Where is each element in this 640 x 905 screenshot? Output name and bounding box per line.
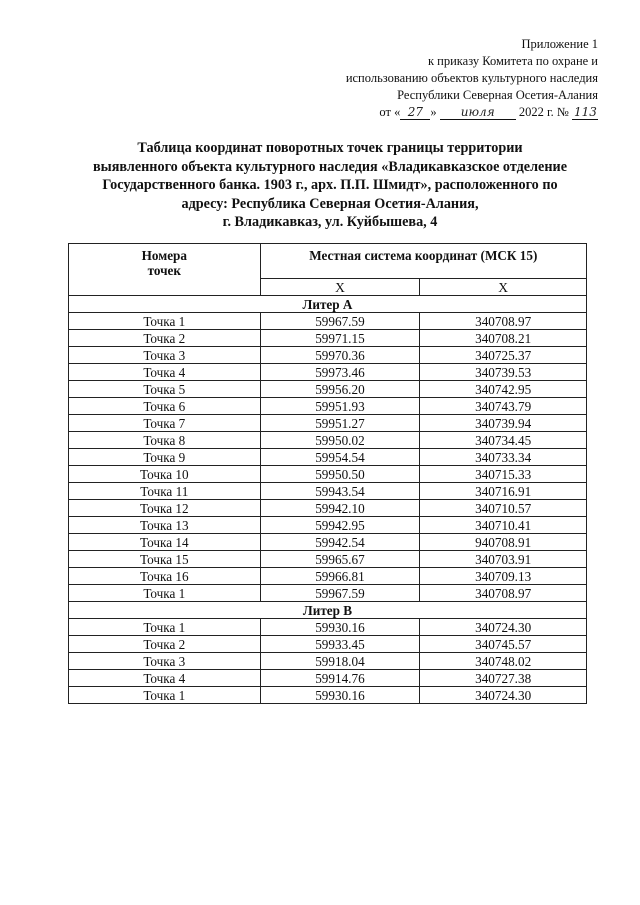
table-row	[69, 466, 587, 483]
y-coordinate-cell: 340727.38	[420, 670, 587, 687]
y-coordinate-cell: 940708.91	[420, 534, 587, 551]
x-coordinate-cell: 59918.04	[260, 653, 420, 670]
date-day: 27	[400, 106, 430, 120]
table-row	[69, 653, 587, 670]
table-body	[69, 296, 587, 704]
table-row	[69, 585, 587, 602]
table-row	[69, 330, 587, 347]
section-row	[69, 296, 587, 313]
date-mid: »	[430, 105, 437, 119]
points-column-header	[69, 244, 261, 296]
title-line-2: выявленного объекта культурного наследия «Владикавказское отделение	[92, 158, 567, 175]
date-year: 2022 г. №	[518, 105, 569, 119]
republic-line: Республики Северная Осетия-Алания	[397, 88, 598, 102]
table-row	[69, 517, 587, 534]
y-coordinate-cell: 340724.30	[420, 619, 587, 636]
y-coordinate-cell: 340743.79	[420, 398, 587, 415]
y-coordinate-cell: 340709.13	[420, 568, 587, 585]
y-coordinate-cell: 340710.41	[420, 517, 587, 534]
order-date-line	[238, 104, 598, 121]
x-coordinate-cell: 59967.59	[260, 585, 420, 602]
table-row	[69, 636, 587, 653]
x-coordinate-cell: 59954.54	[260, 449, 420, 466]
point-name-cell: Точка 11	[69, 483, 261, 500]
point-name-cell: Точка 4	[69, 364, 261, 381]
point-name-cell: Точка 6	[69, 398, 261, 415]
point-name-cell: Точка 10	[69, 466, 261, 483]
y-coordinate-cell: 340710.57	[420, 500, 587, 517]
point-name-cell: Точка 3	[69, 653, 261, 670]
x-coordinate-cell: 59950.02	[260, 432, 420, 449]
section-label: Литер А	[69, 296, 587, 313]
table-row	[69, 313, 587, 330]
order-number: 113	[574, 105, 597, 119]
y-coordinate-cell: 340733.34	[420, 449, 587, 466]
table-row	[69, 483, 587, 500]
x-coordinate-cell: 59956.20	[260, 381, 420, 398]
y-coordinate-cell: 340745.57	[420, 636, 587, 653]
points-header-line-2: точек	[147, 263, 182, 278]
table-row	[69, 619, 587, 636]
table-row	[69, 449, 587, 466]
appendix-header	[238, 36, 598, 121]
date-prefix: от «	[379, 105, 401, 119]
table-row	[69, 687, 587, 704]
y-coordinate-cell: 340742.95	[420, 381, 587, 398]
point-name-cell: Точка 7	[69, 415, 261, 432]
title-line-4: адресу: Республика Северная Осетия-Алания,	[181, 195, 479, 212]
x-coordinate-cell: 59973.46	[260, 364, 420, 381]
y-coordinate-cell: 340703.91	[420, 551, 587, 568]
x-coordinate-cell: 59951.27	[260, 415, 420, 432]
point-name-cell: Точка 14	[69, 534, 261, 551]
x-coordinate-cell: 59965.67	[260, 551, 420, 568]
order-reference-line: к приказу Комитета по охране и	[427, 54, 598, 68]
document-title	[60, 139, 600, 232]
x-coordinate-cell: 59942.95	[260, 517, 420, 534]
y-coordinate-cell: 340725.37	[420, 347, 587, 364]
section-label: Литер В	[69, 602, 587, 619]
x-coordinate-cell: 59966.81	[260, 568, 420, 585]
table-row	[69, 347, 587, 364]
point-name-cell: Точка 12	[69, 500, 261, 517]
coordinates-table	[68, 243, 587, 704]
point-name-cell: Точка 1	[69, 687, 261, 704]
x-coordinate-cell: 59971.15	[260, 330, 420, 347]
point-name-cell: Точка 2	[69, 636, 261, 653]
point-name-cell: Точка 13	[69, 517, 261, 534]
title-line-3: Государственного банка. 1903 г., арх. П.П. Шмидт», расположенного по	[102, 177, 558, 194]
title-line-1: Таблица координат поворотных точек границы территории	[137, 140, 523, 156]
point-name-cell: Точка 16	[69, 568, 261, 585]
point-name-cell: Точка 9	[69, 449, 261, 466]
table-row	[69, 381, 587, 398]
section-row	[69, 602, 587, 619]
x-coordinate-cell: 59914.76	[260, 670, 420, 687]
coordinate-system-header: Местная система координат (МСК 15)	[260, 244, 586, 279]
y-coordinate-cell: 340739.53	[420, 364, 587, 381]
x-coordinate-cell: 59930.16	[260, 619, 420, 636]
table-row	[69, 398, 587, 415]
table-row	[69, 432, 587, 449]
point-name-cell: Точка 3	[69, 347, 261, 364]
point-name-cell: Точка 1	[69, 619, 261, 636]
table-row	[69, 670, 587, 687]
y-coordinate-cell: 340708.21	[420, 330, 587, 347]
x-coordinate-cell: 59942.54	[260, 534, 420, 551]
x-coordinate-cell: 59933.45	[260, 636, 420, 653]
table-row	[69, 568, 587, 585]
x-coordinate-cell: 59942.10	[260, 500, 420, 517]
point-name-cell: Точка 1	[69, 585, 261, 602]
point-name-cell: Точка 4	[69, 670, 261, 687]
x-coordinate-cell: 59930.16	[260, 687, 420, 704]
y-coordinate-cell: 340715.33	[420, 466, 587, 483]
y-coordinate-cell: 340708.97	[420, 585, 587, 602]
points-header-line-1: Номера	[141, 248, 187, 263]
date-month: июля	[440, 106, 516, 120]
y-coordinate-cell: 340716.91	[420, 483, 587, 500]
y-coordinate-cell: 340734.45	[420, 432, 587, 449]
title-line-5: г. Владикавказ, ул. Куйбышева, 4	[222, 214, 438, 231]
x-coordinate-cell: 59943.54	[260, 483, 420, 500]
table-row	[69, 551, 587, 568]
x-coordinate-cell: 59967.59	[260, 313, 420, 330]
table-row	[69, 534, 587, 551]
point-name-cell: Точка 1	[69, 313, 261, 330]
x-subheader-2: X	[420, 279, 587, 296]
table-row	[69, 364, 587, 381]
table-row	[69, 500, 587, 517]
x-subheader: X	[260, 279, 420, 296]
point-name-cell: Точка 5	[69, 381, 261, 398]
point-name-cell: Точка 2	[69, 330, 261, 347]
x-coordinate-cell: 59970.36	[260, 347, 420, 364]
appendix-label: Приложение 1	[521, 37, 598, 51]
committee-line: использованию объектов культурного наследия	[345, 71, 598, 85]
x-coordinate-cell: 59950.50	[260, 466, 420, 483]
y-coordinate-cell: 340739.94	[420, 415, 587, 432]
y-coordinate-cell: 340748.02	[420, 653, 587, 670]
y-coordinate-cell: 340724.30	[420, 687, 587, 704]
point-name-cell: Точка 15	[69, 551, 261, 568]
table-row	[69, 415, 587, 432]
y-coordinate-cell: 340708.97	[420, 313, 587, 330]
point-name-cell: Точка 8	[69, 432, 261, 449]
x-coordinate-cell: 59951.93	[260, 398, 420, 415]
